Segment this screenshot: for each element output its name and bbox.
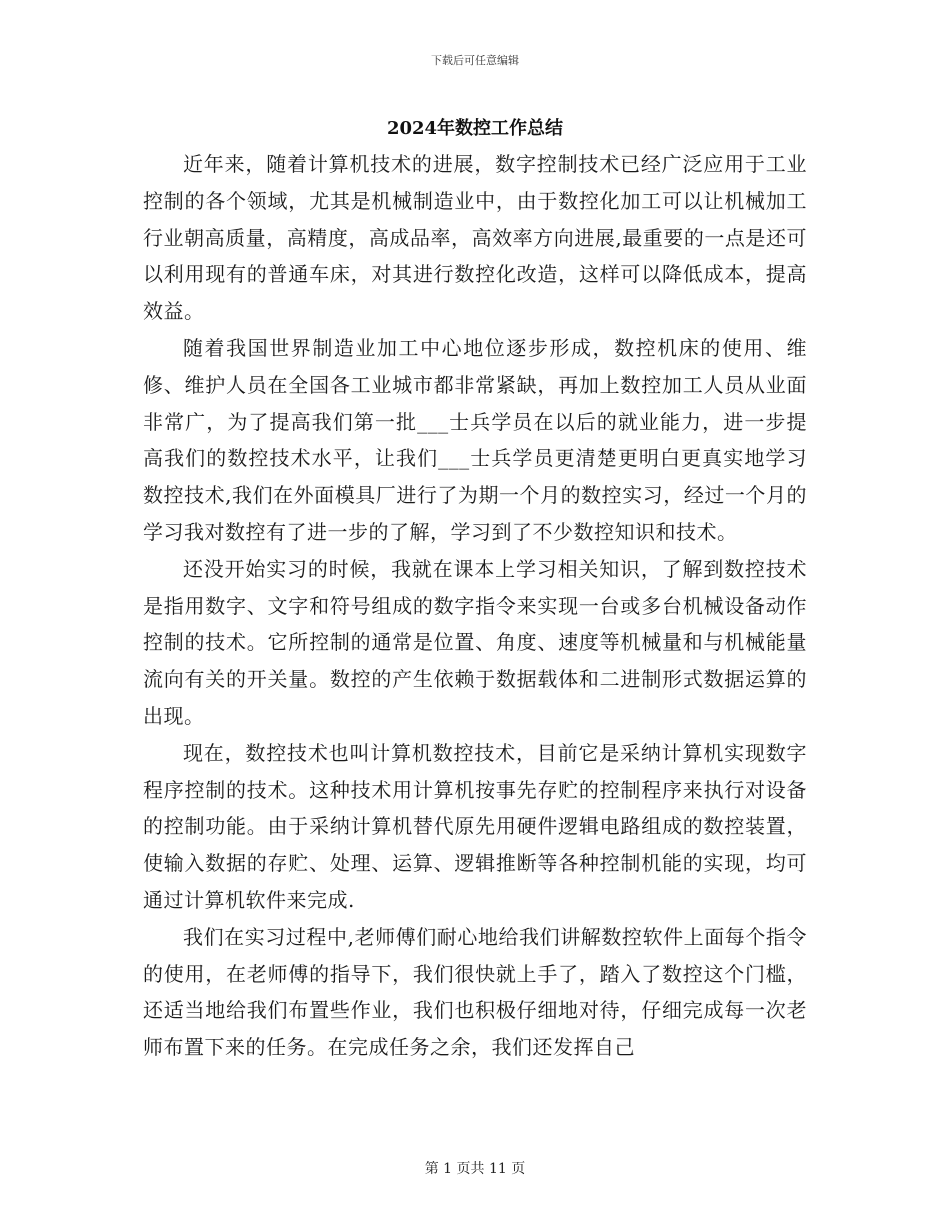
- paragraph-5: 我们在实习过程中,老师傅们耐心地给我们讲解数控软件上面每个指令的使用，在老师傅的指导下，我们很快就上手了，踏入了数控这个门槛，还适当地给我们布置些作业，我们也积极仔细地对待，仔细完成每一次老师布置下来的任务。在完成任务之余，我们还发挥自己: [143, 924, 807, 1060]
- page-header-note: 下载后可任意编辑: [431, 54, 519, 67]
- paragraph-2: 随着我国世界制造业加工中心地位逐步形成，数控机床的使用、维修、维护人员在全国各工业城市都非常紧缺，再加上数控加工人员从业面非常广，为了提高我们第一批___士兵学员在以后的就业能力，进一步提高我们的数控技术水平，让我们___士兵学员更清楚更明白更真实地学习数控技术,我们在外面模具厂进行了为期一个月的数控实习，经过一个月的学习我对数控有了进一步的了解，学习到了不少数控知识和技术。: [143, 335, 807, 544]
- paragraph-1: 近年来，随着计算机技术的进展，数字控制技术已经广泛应用于工业控制的各个领域，尤其是机械制造业中，由于数控化加工可以让机械加工行业朝高质量，高精度，高成品率，高效率方向进展,最重要的一点是还可以利用现有的普通车床，对其进行数控化改造，这样可以降低成本，提高效益。: [143, 152, 807, 324]
- page-footer-number: 第 1 页共 11 页: [424, 1161, 526, 1177]
- document-title: 2024年数控工作总结: [386, 118, 564, 139]
- paragraph-3: 还没开始实习的时候，我就在课本上学习相关知识，了解到数控技术是指用数字、文字和符号组成的数字指令来实现一台或多台机械设备动作控制的技术。它所控制的通常是位置、角度、速度等机械量和与机械能量流向有关的开关量。数控的产生依赖于数据载体和二进制形式数据运算的出现。: [143, 556, 807, 728]
- document-body: [143, 146, 807, 1066]
- paragraph-4: 现在，数控技术也叫计算机数控技术，目前它是采纳计算机实现数字程序控制的技术。这种技术用计算机按事先存贮的控制程序来执行对设备的控制功能。由于采纳计算机替代原先用硬件逻辑电路组成的数控装置，使输入数据的存贮、处理、运算、逻辑推断等各种控制机能的实现，均可通过计算机软件来完成.: [143, 740, 807, 912]
